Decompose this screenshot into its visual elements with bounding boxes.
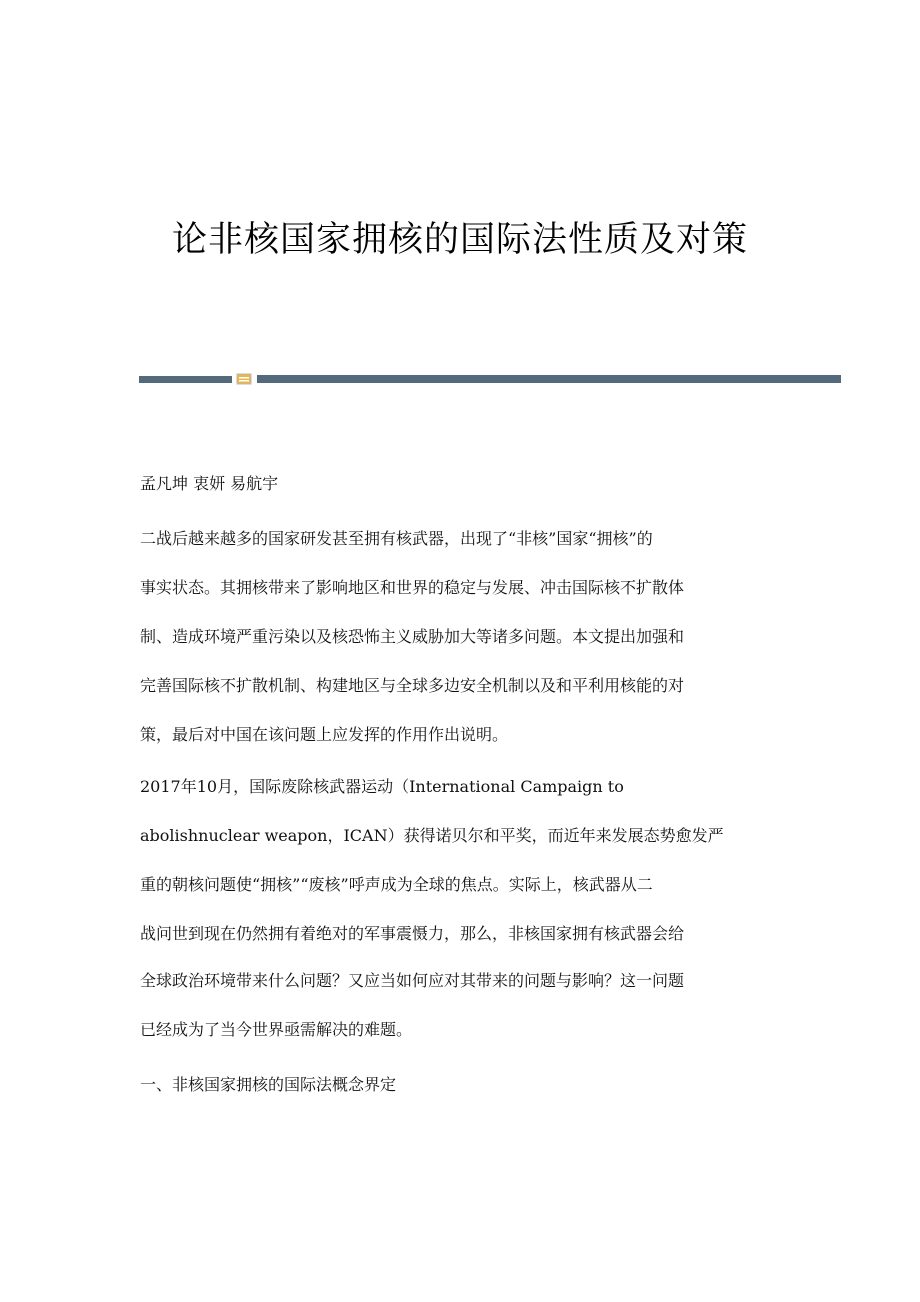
intro-line: 重的朝核问题使“拥核”“废核”呼声成为全球的焦点。实际上，核武器从二 [140, 875, 653, 894]
intro-line: abolishnuclear weapon，ICAN）获得诺贝尔和平奖，而近年来发展态势愈发严 [140, 826, 724, 845]
abstract-line: 制、造成环境严重污染以及核恐怖主义威胁加大等诸多问题。本文提出加强和 [140, 627, 685, 646]
divider-bar-right [257, 375, 841, 383]
title-divider [139, 373, 841, 385]
intro-line: 2017年10月，国际废除核武器运动（International Campaign to [140, 777, 624, 796]
intro-line: 战问世到现在仍然拥有着绝对的军事震慑力，那么，非核国家拥有核武器会给 [140, 924, 685, 943]
intro-line: 全球政治环境带来什么问题？又应当如何应对其带来的问题与影响？这一问题 [140, 971, 685, 990]
page-title: 论非核国家拥核的国际法性质及对策 [171, 220, 748, 260]
authors: 孟凡坤 衷妍 易航宇 [140, 474, 279, 493]
abstract-line: 事实状态。其拥核带来了影响地区和世界的稳定与发展、冲击国际核不扩散体 [140, 578, 685, 597]
abstract-line: 二战后越来越多的国家研发甚至拥有核武器，出现了“非核”国家“拥核”的 [140, 529, 653, 548]
divider-gem-icon [236, 373, 252, 385]
abstract-line: 策，最后对中国在该问题上应发挥的作用作出说明。 [140, 725, 509, 744]
section-heading: 一、非核国家拥核的国际法概念界定 [140, 1075, 397, 1094]
abstract-line: 完善国际核不扩散机制、构建地区与全球多边安全机制以及和平利用核能的对 [140, 676, 685, 695]
intro-line: 已经成为了当今世界亟需解决的难题。 [140, 1020, 413, 1039]
divider-bar-left [139, 376, 232, 383]
